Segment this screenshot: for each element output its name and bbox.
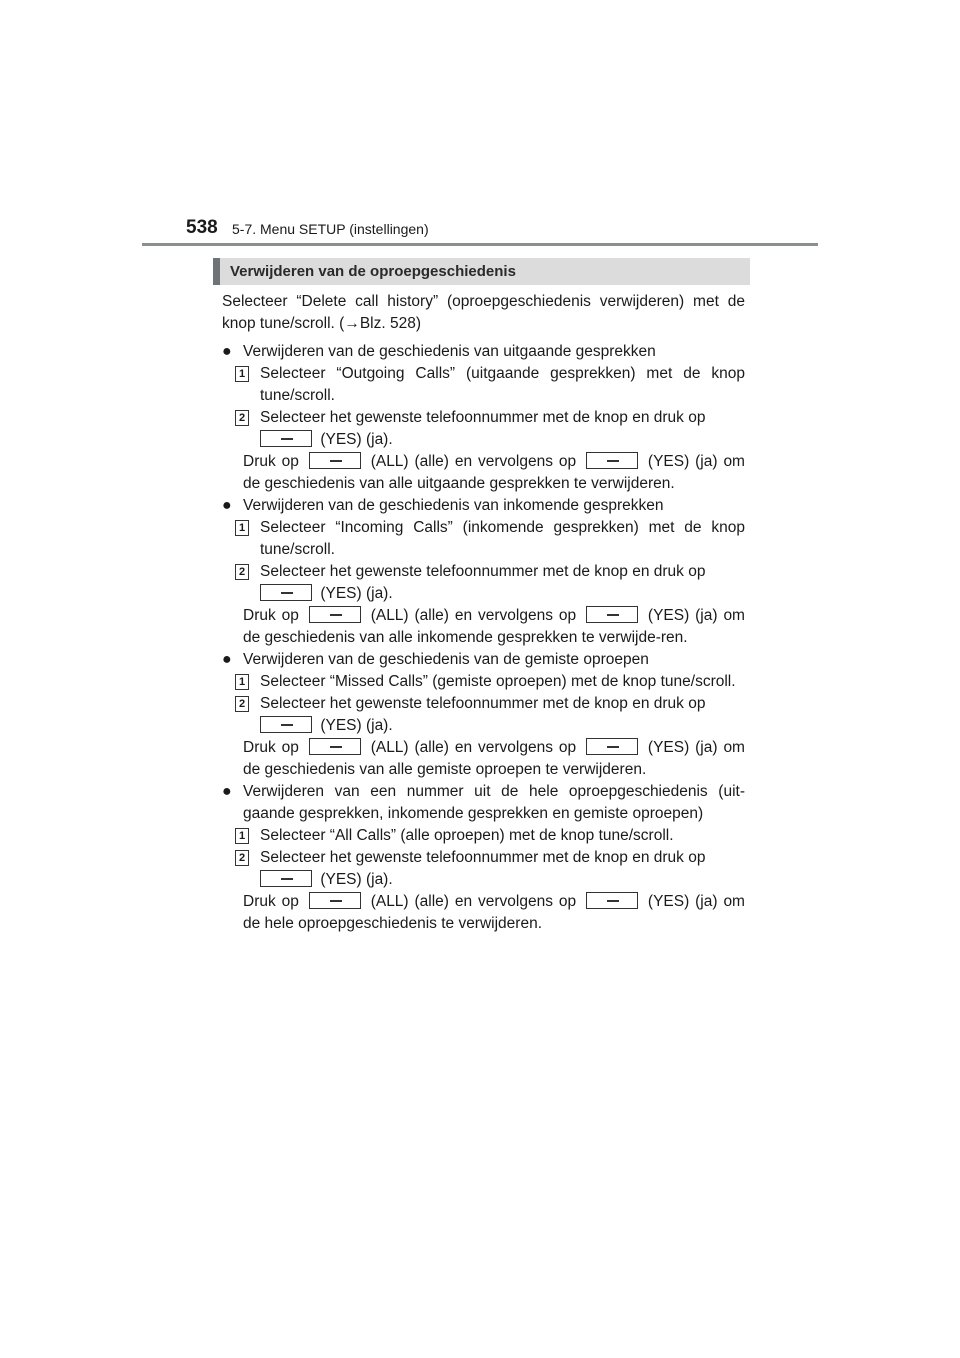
bullet-text: Verwijderen van de geschiedenis van inkomende gesprekken bbox=[243, 497, 664, 514]
step-text: Selecteer “Missed Calls” (gemiste oproepen) met de knop tune/scroll. bbox=[260, 673, 736, 690]
bullet-item bbox=[222, 781, 745, 825]
page-number: 538 bbox=[186, 217, 218, 238]
step-text: Selecteer “Outgoing Calls” (uitgaande gesprekken) met de knop tune/scroll. bbox=[260, 365, 745, 404]
bullet-text: Verwijderen van de geschiedenis van uitgaande gesprekken bbox=[243, 343, 656, 360]
key-button-icon bbox=[586, 606, 638, 623]
chapter-title: 5-7. Menu SETUP (instellingen) bbox=[232, 221, 429, 237]
bullet-text: Verwijderen van een nummer uit de hele oproepgeschiedenis (uit-gaande gesprekken, inkomende gesprekken en gemiste oproepen) bbox=[243, 783, 745, 822]
bullet-item bbox=[222, 649, 745, 671]
key-button-icon bbox=[309, 452, 361, 469]
step-text-after: (YES) (ja). bbox=[320, 585, 393, 602]
section-heading: Verwijderen van de oproepgeschiedenis bbox=[213, 258, 750, 285]
bullet-icon: ● bbox=[222, 343, 232, 360]
step-1 bbox=[222, 671, 745, 693]
step-text: Selecteer het gewenste telefoonnummer met de knop en druk op bbox=[260, 849, 706, 866]
instruction-block-incoming bbox=[222, 495, 745, 649]
note-text: (ALL) (alle) en vervolgens op bbox=[370, 739, 577, 756]
step-1 bbox=[222, 825, 745, 847]
step-text: Selecteer het gewenste telefoonnummer met de knop en druk op bbox=[260, 409, 706, 426]
note-text: (ALL) (alle) en vervolgens op bbox=[370, 607, 577, 624]
step-1 bbox=[222, 363, 745, 407]
step-text-after: (YES) (ja). bbox=[320, 431, 393, 448]
key-button-icon bbox=[260, 870, 312, 887]
step-number-badge: 1 bbox=[235, 520, 249, 536]
step-text-after: (YES) (ja). bbox=[320, 871, 393, 888]
key-button-icon bbox=[309, 606, 361, 623]
note-text: (ALL) (alle) en vervolgens op bbox=[370, 453, 577, 470]
step-text-after: (YES) (ja). bbox=[320, 717, 393, 734]
step-number-badge: 2 bbox=[235, 410, 249, 426]
section-content bbox=[222, 291, 745, 935]
intro-paragraph: Selecteer “Delete call history” (oproepgeschiedenis verwijderen) met de knop tune/scroll. (→Blz. 528) bbox=[222, 293, 745, 332]
note-text: (YES) (ja) om de geschiedenis van alle inkomende gesprekken te verwijde-ren. bbox=[243, 607, 745, 646]
step-number-badge: 2 bbox=[235, 564, 249, 580]
note-paragraph bbox=[222, 605, 745, 649]
header-rule bbox=[142, 243, 818, 246]
note-text: (YES) (ja) om de geschiedenis van alle gemiste oproepen te verwijderen. bbox=[243, 739, 745, 778]
step-number-badge: 2 bbox=[235, 696, 249, 712]
note-text: Druk op bbox=[243, 453, 299, 470]
step-2 bbox=[222, 407, 745, 451]
note-paragraph bbox=[222, 737, 745, 781]
step-number-badge: 2 bbox=[235, 850, 249, 866]
step-text: Selecteer het gewenste telefoonnummer met de knop en druk op bbox=[260, 695, 706, 712]
bullet-item bbox=[222, 495, 745, 517]
key-button-icon bbox=[586, 452, 638, 469]
step-number-badge: 1 bbox=[235, 828, 249, 844]
key-button-icon bbox=[309, 738, 361, 755]
step-2 bbox=[222, 561, 745, 605]
key-button-icon bbox=[586, 738, 638, 755]
step-number-badge: 1 bbox=[235, 366, 249, 382]
step-text: Selecteer “Incoming Calls” (inkomende gesprekken) met de knop tune/scroll. bbox=[260, 519, 745, 558]
key-button-icon bbox=[260, 584, 312, 601]
note-paragraph bbox=[222, 891, 745, 935]
step-number-badge: 1 bbox=[235, 674, 249, 690]
key-button-icon bbox=[260, 430, 312, 447]
note-text: (YES) (ja) om de hele oproepgeschiedenis te verwijderen. bbox=[243, 893, 745, 932]
step-text: Selecteer “All Calls” (alle oproepen) met de knop tune/scroll. bbox=[260, 827, 674, 844]
step-1 bbox=[222, 517, 745, 561]
bullet-icon: ● bbox=[222, 783, 232, 800]
bullet-item bbox=[222, 341, 745, 363]
step-2 bbox=[222, 693, 745, 737]
step-text: Selecteer het gewenste telefoonnummer met de knop en druk op bbox=[260, 563, 706, 580]
note-text: (YES) (ja) om de geschiedenis van alle uitgaande gesprekken te verwijderen. bbox=[243, 453, 745, 492]
note-paragraph bbox=[222, 451, 745, 495]
note-text: Druk op bbox=[243, 739, 299, 756]
note-text: Druk op bbox=[243, 893, 299, 910]
instruction-block-all-calls bbox=[222, 781, 745, 935]
instruction-block-outgoing bbox=[222, 341, 745, 495]
key-button-icon bbox=[260, 716, 312, 733]
note-text: Druk op bbox=[243, 607, 299, 624]
key-button-icon bbox=[309, 892, 361, 909]
bullet-text: Verwijderen van de geschiedenis van de gemiste oproepen bbox=[243, 651, 649, 668]
note-text: (ALL) (alle) en vervolgens op bbox=[370, 893, 577, 910]
key-button-icon bbox=[586, 892, 638, 909]
step-2 bbox=[222, 847, 745, 891]
bullet-icon: ● bbox=[222, 497, 232, 514]
instruction-block-missed bbox=[222, 649, 745, 781]
bullet-icon: ● bbox=[222, 651, 232, 668]
